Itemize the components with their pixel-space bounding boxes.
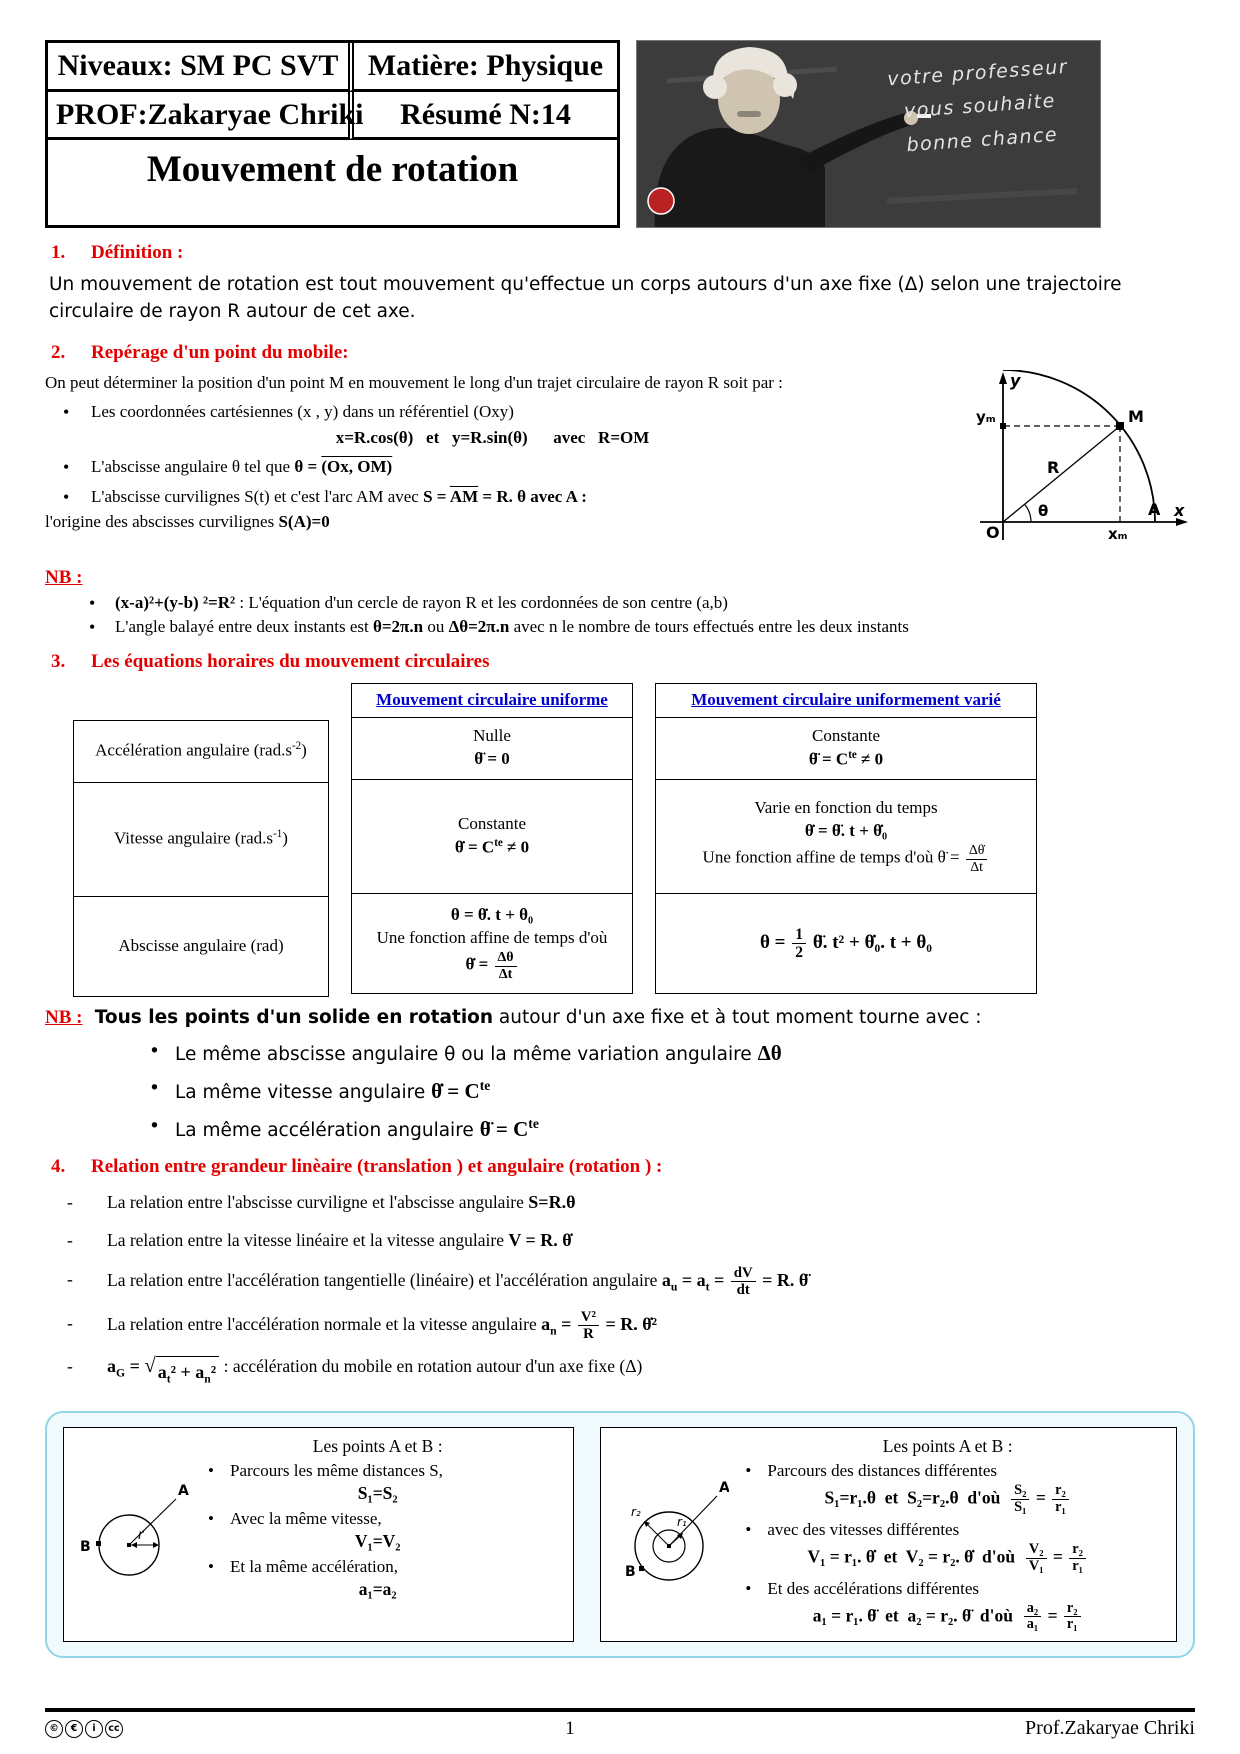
- label-xM: xₘ: [1108, 524, 1128, 543]
- comparison-container: [45, 1411, 1195, 1658]
- angular-abscissa-formula: θ = (Ox, OM): [294, 457, 393, 477]
- equations-table: [73, 683, 1195, 997]
- section-2-text: [45, 370, 940, 557]
- nb2-intro: [95, 1007, 982, 1028]
- curvilinear-abscissa-bullet: [45, 484, 940, 510]
- angular-abscissa-text: L'abscisse angulaire θ tel que: [91, 457, 295, 477]
- box-bullet: [192, 1461, 563, 1481]
- header-table: [45, 40, 620, 228]
- relation-text: : accélération du mobile en rotation autour d'un axe fixe (Δ): [223, 1356, 643, 1377]
- relation-formula: V = R. θ̇: [508, 1230, 572, 1251]
- cell-formula: θ = $\frac{1}{2}$ θ̈. t² + θ̇₀. t + θ₀: [760, 925, 932, 961]
- nb2-b1-formula: Δθ: [757, 1040, 782, 1065]
- page-number: 1: [565, 1717, 575, 1739]
- different-radius-diagram: [611, 1462, 729, 1607]
- label-theta: θ: [1038, 501, 1049, 520]
- logo-badge: [648, 188, 674, 214]
- uniform-header: Mouvement circulaire uniforme: [352, 683, 633, 717]
- varied-vitesse-cell: [656, 779, 1037, 893]
- box-title: Les points A et B :: [882, 1436, 1013, 1457]
- relation-acceleration-totale: [45, 1352, 1195, 1389]
- bullet-text: Parcours des distances différentes: [767, 1461, 997, 1481]
- relation-formula: S=R.θ: [528, 1191, 576, 1212]
- relation-vitesse: [45, 1226, 1195, 1255]
- nb1-swept-angle: [45, 617, 1195, 637]
- section-3-title: Les équations horaires du mouvement circulaires: [91, 650, 490, 672]
- origin-text: l'origine des abscisses curvilignes: [45, 512, 279, 532]
- bullet-formula: a₁ = r₁. θ̈ et a₂ = r₂. θ̈ d'où $\frac{\text{a₂}}{\text{a₁}}$ = $\frac{\text{r₂}}{\text{r₁}}$: [729, 1601, 1166, 1634]
- different-radius-content: [729, 1436, 1166, 1633]
- relation-text: La relation entre l'accélération normale et la vitesse angulaire: [107, 1313, 537, 1334]
- label-radius-R: R: [1047, 457, 1060, 477]
- label-r2: r₂: [631, 1505, 642, 1520]
- label-r: r: [138, 1528, 144, 1544]
- same-radius-box: [63, 1427, 574, 1642]
- chalk-line-3: bonne chance: [905, 123, 1059, 156]
- label-x-axis: x: [1174, 500, 1185, 520]
- label-point-A: A: [1148, 499, 1161, 519]
- bullet-text: Et la même accélération,: [230, 1557, 399, 1577]
- label-y-axis: y: [1010, 370, 1021, 390]
- label-yM: yₘ: [976, 407, 996, 426]
- cell-formula: θ̈ = 0: [474, 749, 510, 769]
- page-footer: [45, 1708, 1195, 1740]
- header-grid: [48, 43, 617, 140]
- uniform-vitesse-cell: [352, 779, 633, 893]
- nb2-intro-bold: Tous les points d'un solide en rotation: [94, 1006, 494, 1028]
- mustache: [737, 111, 761, 117]
- nb2-b2-formula: θ̇ = $C^{te}$: [431, 1077, 491, 1103]
- relations-list: [45, 1178, 1195, 1390]
- bullet-text: Et des accélérations différentes: [767, 1578, 980, 1598]
- curvilinear-abscissa-text: L'abscisse curvilignes S(t) et c'est l'arc AM avec: [91, 486, 424, 506]
- cell-formula: θ̇ = θ̈. t + θ̇₀: [804, 821, 888, 841]
- label-origin-O: O: [986, 522, 1000, 542]
- nb2-bullet-2: [45, 1078, 1195, 1104]
- bullet-text: Avec la même vitesse,: [230, 1509, 382, 1529]
- varied-motion-table: [655, 683, 1037, 994]
- same-radius-svg: [74, 1467, 192, 1597]
- section-4-title: Relation entre grandeur linèaire (translation ) et angulaire (rotation ) :: [91, 1155, 663, 1177]
- same-radius-content: [192, 1436, 563, 1633]
- varied-header: Mouvement circulaire uniformement varié: [656, 683, 1037, 717]
- bullet-formula: S₁=r₁.θ et S₂=r₂.θ d'où $\frac{\text{S₂}}{\text{S₁}}$ = $\frac{\text{r₂}}{\text{r₁}}$: [729, 1483, 1166, 1516]
- section-1-title: Définition :: [91, 242, 184, 263]
- relation-acceleration-normale: [45, 1309, 1195, 1342]
- section-1-number: 1.: [51, 242, 66, 263]
- chalk-line-1: votre professeur: [886, 55, 1069, 91]
- section-2-number: 2.: [51, 341, 66, 363]
- swept-angle-pre: L'angle balayé entre deux instants est: [115, 616, 373, 636]
- cell-text: Constante: [458, 813, 526, 833]
- circle-equation-text: : L'équation d'un cercle de rayon R et les cordonnées de son centre (a,b): [239, 592, 728, 612]
- bullet-text: avec des vitesses différentes: [767, 1520, 960, 1539]
- cell-text: Une fonction affine de temps d'où: [376, 928, 608, 948]
- label-r1: r₁: [677, 1515, 688, 1530]
- cell-formula: θ = θ̇. t + θ₀: [450, 905, 534, 925]
- uniform-motion-table: [351, 683, 633, 994]
- nb2-label: NB :: [45, 1006, 83, 1028]
- nb2-b3-text: La même accélération angulaire: [175, 1119, 474, 1141]
- einstein-photo: [636, 40, 1101, 228]
- circle-equation-formula: (x-a)²+(y-b) ²=R²: [115, 592, 236, 612]
- section-1-heading: [45, 242, 1195, 264]
- point-M-marker: [1116, 422, 1124, 430]
- section-4-number: 4.: [51, 1155, 66, 1177]
- non-commercial-icon: €: [65, 1720, 83, 1738]
- header-prof: PROF:Zakaryae Chriki: [48, 92, 348, 141]
- header: [45, 40, 1195, 228]
- swept-angle-post: avec n le nombre de tours effectués entre les deux instants: [513, 616, 909, 636]
- row-labels-table: [73, 720, 329, 997]
- header-resume: Résumé N:14: [348, 92, 617, 141]
- attribution-icon: i: [85, 1720, 103, 1738]
- bullet-text: Parcours les même distances S,: [230, 1461, 443, 1481]
- box-bullet: [729, 1579, 1166, 1599]
- license-icons: [45, 1720, 175, 1738]
- section-3-heading: [45, 651, 1195, 673]
- coords-equation: x=R.cos(θ) et y=R.sin(θ) avec R=OM: [335, 427, 650, 447]
- relation-formula: $a_G$ = √ $a_t^2 + a_n^2$: [107, 1356, 219, 1376]
- box-title: Les points A et B :: [312, 1436, 443, 1457]
- origin-line: [45, 509, 940, 535]
- nb1-label: NB :: [45, 566, 83, 588]
- circle-diagram: [950, 370, 1195, 557]
- uniform-abscisse-cell: [352, 893, 633, 993]
- varied-abscisse-cell: [656, 893, 1037, 993]
- chalk-text: [867, 49, 1093, 164]
- nb2-bullet-1: [45, 1041, 1195, 1066]
- relation-abscisse: [45, 1188, 1195, 1217]
- cell-formula-2: Une fonction affine de temps d'où θ̈ = $\frac{\Delta\thetȧ}{\Delta t}$: [664, 843, 1028, 875]
- label-point-M: M: [1128, 406, 1144, 426]
- box-bullet: [729, 1461, 1166, 1481]
- different-radius-svg: [611, 1462, 729, 1602]
- relation-acceleration-tangentielle: [45, 1265, 1195, 1298]
- creative-commons-icon: cc: [105, 1720, 123, 1738]
- bullet-formula: S₁=S₂: [357, 1483, 398, 1504]
- box-bullet: [192, 1509, 563, 1529]
- coords-bullet: [45, 399, 940, 425]
- nb1-block: [45, 567, 1195, 637]
- varied-acceleration-cell: [656, 717, 1037, 779]
- footer-author: Prof.Zakaryae Chriki: [1025, 1717, 1195, 1739]
- label-A: A: [719, 1480, 730, 1497]
- relation-formula: $a_u = a_t$ = $\frac{dV}{dt}$ = R. θ̈: [661, 1265, 809, 1299]
- swept-angle-f1: θ=2π.n: [372, 616, 424, 636]
- same-radius-diagram: [74, 1467, 192, 1602]
- chalk-line-2: vous souhaite: [903, 89, 1057, 123]
- nb2-bullet-3: [45, 1116, 1195, 1142]
- row-label-acceleration: Accélération angulaire $(rad.s^{-2})$: [74, 720, 329, 782]
- header-matiere: Matière: Physique: [348, 43, 617, 92]
- circle-diagram-svg: [950, 370, 1195, 552]
- definition-text: Un mouvement de rotation est tout mouvement qu'effectue un corps autours d'un axe fixe (Δ) selon une trajectoire circulaire de rayon R autour de cet axe.: [49, 274, 1122, 322]
- cell-formula-2: θ̇ = $\frac{\Delta\theta}{\Delta t}$: [360, 950, 624, 982]
- nb2-b2-text: La même vitesse angulaire: [175, 1081, 426, 1103]
- nb2-intro-rest: autour d'un axe fixe et à tout moment tourne avec :: [493, 1006, 982, 1028]
- label-A: A: [178, 1483, 189, 1500]
- curvilinear-abscissa-post: avec A :: [525, 486, 587, 506]
- bullet-formula: V₁ = r₁. θ̇ et V₂ = r₂. θ̇ d'où $\frac{\text{V₂}}{\text{V₁}}$ = $\frac{\text{r₂}}{\text{r₁}}$: [729, 1542, 1166, 1575]
- cell-text: Constante: [812, 725, 880, 745]
- cell-text: Varie en fonction du temps: [754, 798, 938, 818]
- label-B: B: [80, 1539, 91, 1556]
- uniform-acceleration-cell: [352, 717, 633, 779]
- box-bullet: [729, 1520, 1166, 1540]
- label-B: B: [625, 1564, 637, 1581]
- header-niveaux: Niveaux: SM PC SVT: [48, 43, 348, 92]
- cell-formula: θ̈ = $C^{te} \ne 0$: [808, 748, 884, 769]
- origin-formula: S(A)=0: [278, 512, 330, 532]
- relation-text: La relation entre la vitesse linéaire et la vitesse angulaire: [107, 1230, 504, 1251]
- section-3-number: 3.: [51, 650, 66, 672]
- nb2-b1-text: Le même abscisse angulaire θ ou la même variation angulaire: [175, 1043, 752, 1065]
- section-4-heading: [45, 1156, 1195, 1178]
- point-yM-marker: [1000, 423, 1006, 429]
- section-2-intro: On peut déterminer la position d'un point M en mouvement le long d'un trajet circulaire de rayon R soit par :: [45, 372, 783, 392]
- angular-abscissa-bullet: [45, 454, 940, 480]
- page-title: Mouvement de rotation: [146, 149, 519, 190]
- row-label-vitesse: Vitesse angulaire $(rad.s^{-1})$: [74, 782, 329, 896]
- bullet-formula: a₁=a₂: [358, 1579, 397, 1600]
- box-bullet: [192, 1557, 563, 1577]
- relation-formula: $a_n$ = $\frac{\text{V²}}{R}$ = R. θ̇²: [541, 1308, 658, 1342]
- row-label-abscisse: Abscisse angulaire (rad): [74, 896, 329, 996]
- coords-text: Les coordonnées cartésiennes (x , y) dans un référentiel (Oxy): [91, 402, 514, 422]
- nb2-block: [45, 1007, 1195, 1142]
- cell-text: Nulle: [473, 726, 511, 746]
- swept-angle-mid: ou: [427, 616, 445, 636]
- nb2-b3-formula: θ̈ = $C^{te}$: [479, 1115, 539, 1141]
- section-2-heading: [45, 342, 1195, 364]
- nb1-circle-equation: [45, 593, 1195, 613]
- cell-formula: θ̇ = $C^{te} \ne 0$: [454, 836, 530, 857]
- swept-angle-f2: Δθ=2π.n: [448, 616, 510, 636]
- relation-text: La relation entre l'accélération tangentielle (linéaire) et l'accélération angulaire: [107, 1270, 658, 1291]
- section-2-title: Repérage d'un point du mobile:: [91, 341, 349, 363]
- relation-text: La relation entre l'abscisse curviligne et l'abscisse angulaire: [107, 1191, 524, 1212]
- bullet-formula: V₁=V₂: [354, 1531, 401, 1552]
- curvilinear-abscissa-formula: $S = \overline{AM} = R$. θ: [423, 486, 526, 506]
- section-2-body: [45, 370, 1195, 557]
- copyright-icon: ©: [45, 1720, 63, 1738]
- different-radius-box: [600, 1427, 1177, 1642]
